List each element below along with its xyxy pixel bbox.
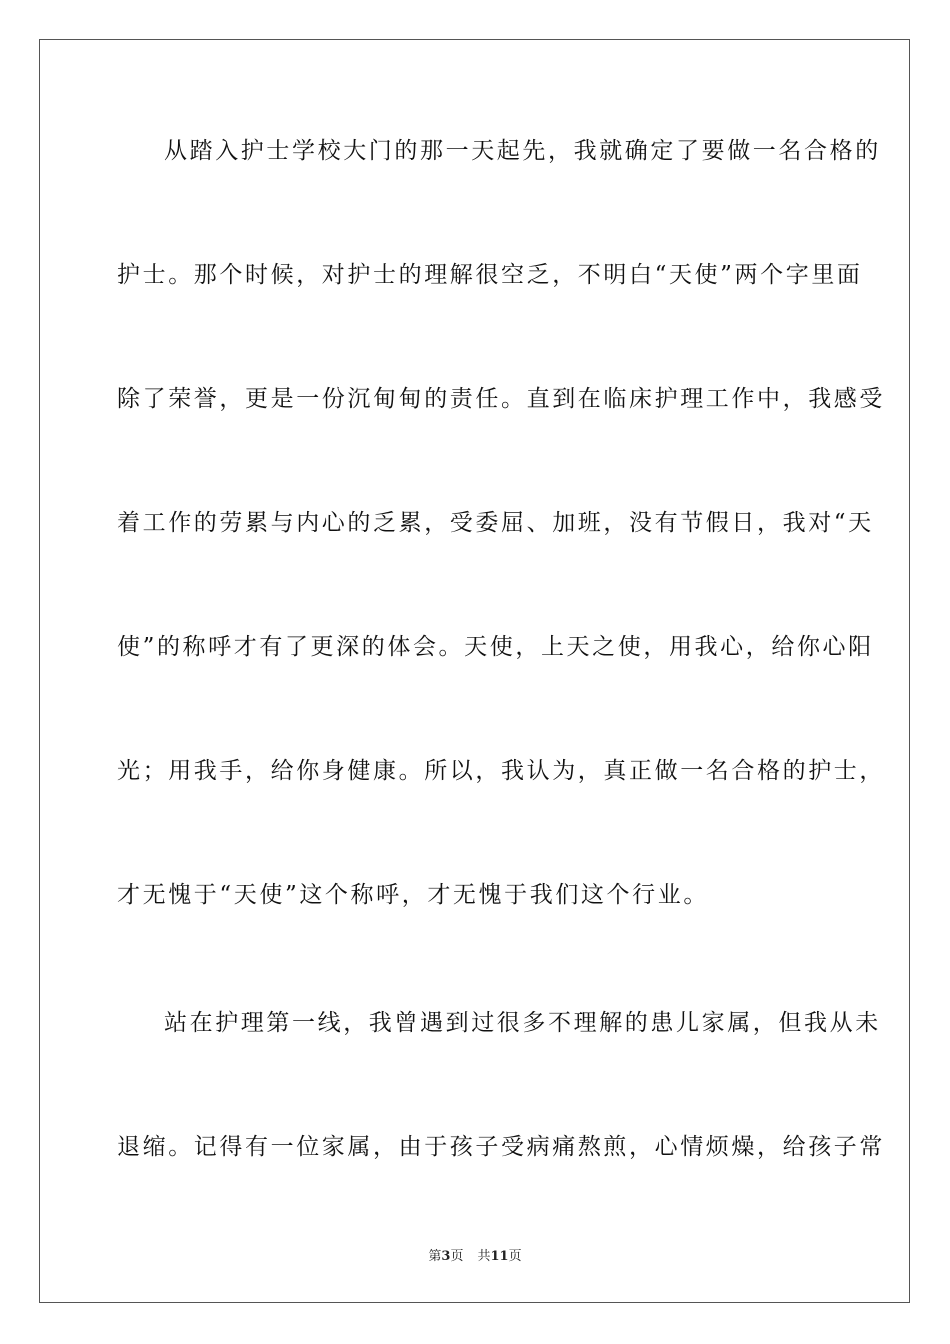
paragraph-1-line-7: 才无愧于“天使”这个称呼，才无愧于我们这个行业。	[117, 882, 709, 908]
total-pages: 11	[490, 1249, 509, 1264]
total-prefix: 共	[477, 1249, 491, 1264]
paragraph-1-line-3: 除了荣誉，更是一份沉甸甸的责任。直到在临床护理工作中，我感受	[117, 386, 885, 412]
page-suffix: 页	[450, 1249, 464, 1264]
paragraph-2-line-1: 站在护理第一线，我曾遇到过很多不理解的患儿家属，但我从未	[164, 1010, 881, 1036]
page-prefix: 第	[428, 1249, 442, 1264]
paragraph-1-line-4: 着工作的劳累与内心的乏累，受委屈、加班，没有节假日，我对“天	[117, 510, 874, 536]
paragraph-1-line-6: 光；用我手，给你身健康。所以，我认为，真正做一名合格的护士，	[117, 758, 885, 784]
paragraph-2-line-2: 退缩。记得有一位家属，由于孩子受病痛熬煎，心情烦燥，给孩子常	[117, 1134, 885, 1160]
total-suffix: 页	[508, 1249, 522, 1264]
page-number: 3	[441, 1249, 451, 1264]
paragraph-1-line-5: 使”的称呼才有了更深的体会。天使，上天之使，用我心，给你心阳	[117, 634, 874, 660]
paragraph-1-line-2: 护士。那个时候，对护士的理解很空乏，不明白“天使”两个字里面	[117, 262, 863, 288]
page-border	[39, 39, 910, 1303]
paragraph-1-line-1: 从踏入护士学校大门的那一天起先，我就确定了要做一名合格的	[164, 138, 881, 164]
page-footer	[0, 1248, 950, 1266]
